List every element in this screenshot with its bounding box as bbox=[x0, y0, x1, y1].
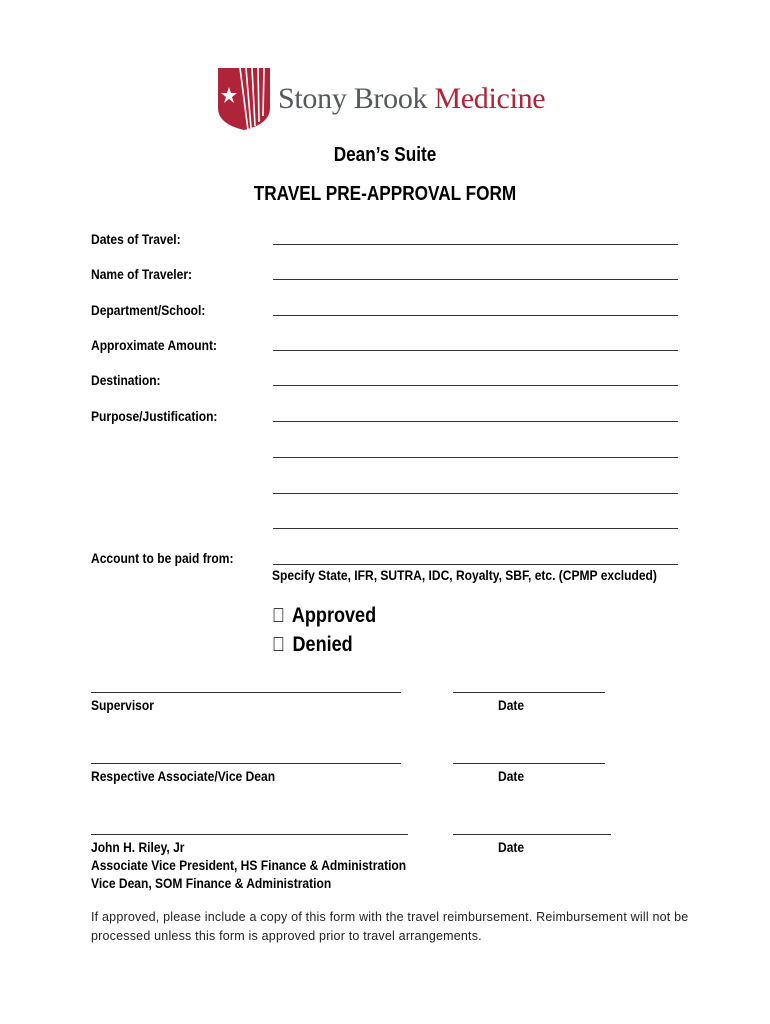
denied-label: Denied bbox=[292, 633, 353, 656]
brand-name-part1: Stony Brook bbox=[278, 82, 435, 115]
field-line-purpose-2[interactable] bbox=[273, 457, 678, 458]
brand-name-part2: Medicine bbox=[434, 82, 546, 115]
field-line-dates-of-travel[interactable] bbox=[273, 244, 678, 245]
office-title: Dean’s Suite bbox=[333, 144, 437, 166]
vice-president-date-label: Date bbox=[498, 839, 525, 855]
account-hint: Specify State, IFR, SUTRA, IDC, Royalty, SBF, etc. (CPMP excluded) bbox=[272, 567, 657, 583]
label-department-school: Department/School: bbox=[91, 302, 206, 318]
field-line-purpose-1[interactable] bbox=[273, 421, 678, 422]
supervisor-date-label: Date bbox=[498, 697, 525, 713]
label-dates-of-travel: Dates of Travel: bbox=[91, 231, 181, 247]
vice-president-signature-line[interactable] bbox=[91, 834, 408, 835]
associate-dean-date-label: Date bbox=[498, 768, 525, 784]
field-line-account[interactable] bbox=[273, 564, 678, 565]
field-line-purpose-3[interactable] bbox=[273, 493, 678, 494]
brand-name bbox=[278, 82, 545, 116]
supervisor-date-line[interactable] bbox=[453, 692, 605, 693]
field-line-approximate-amount[interactable] bbox=[273, 350, 678, 351]
field-line-name-of-traveler[interactable] bbox=[273, 279, 678, 280]
supervisor-signature-line[interactable] bbox=[91, 692, 401, 693]
associate-dean-date-line[interactable] bbox=[453, 763, 605, 764]
apple-icon bbox=[272, 605, 287, 628]
signer-name: John H. Riley, Jr bbox=[91, 839, 185, 855]
label-name-of-traveler: Name of Traveler: bbox=[91, 266, 193, 282]
associate-dean-signature-line[interactable] bbox=[91, 763, 401, 764]
approved-option[interactable] bbox=[272, 604, 376, 628]
signer-title-1: Associate Vice President, HS Finance & Administration bbox=[91, 857, 407, 873]
footnote: If approved, please include a copy of this form with the travel reimbursement. Reimbursement will not be processed unless this form is approved prior to travel arrangements. bbox=[91, 910, 689, 943]
label-approximate-amount: Approximate Amount: bbox=[91, 337, 217, 353]
denied-option[interactable] bbox=[272, 633, 353, 657]
supervisor-label: Supervisor bbox=[91, 697, 154, 713]
approved-label: Approved bbox=[291, 604, 377, 627]
label-purpose-justification: Purpose/Justification: bbox=[91, 408, 218, 424]
label-destination: Destination: bbox=[91, 372, 161, 388]
field-line-purpose-4[interactable] bbox=[273, 528, 678, 529]
label-account-to-be-paid: Account to be paid from: bbox=[91, 550, 234, 566]
apple-icon bbox=[272, 634, 287, 657]
field-line-destination[interactable] bbox=[273, 385, 678, 386]
field-line-department-school[interactable] bbox=[273, 315, 678, 316]
page-title: TRAVEL PRE-APPROVAL FORM bbox=[253, 183, 517, 205]
associate-dean-label: Respective Associate/Vice Dean bbox=[91, 768, 276, 784]
shield-star-icon bbox=[218, 68, 270, 130]
signer-title-2: Vice Dean, SOM Finance & Administration bbox=[91, 875, 332, 891]
vice-president-date-line[interactable] bbox=[453, 834, 611, 835]
